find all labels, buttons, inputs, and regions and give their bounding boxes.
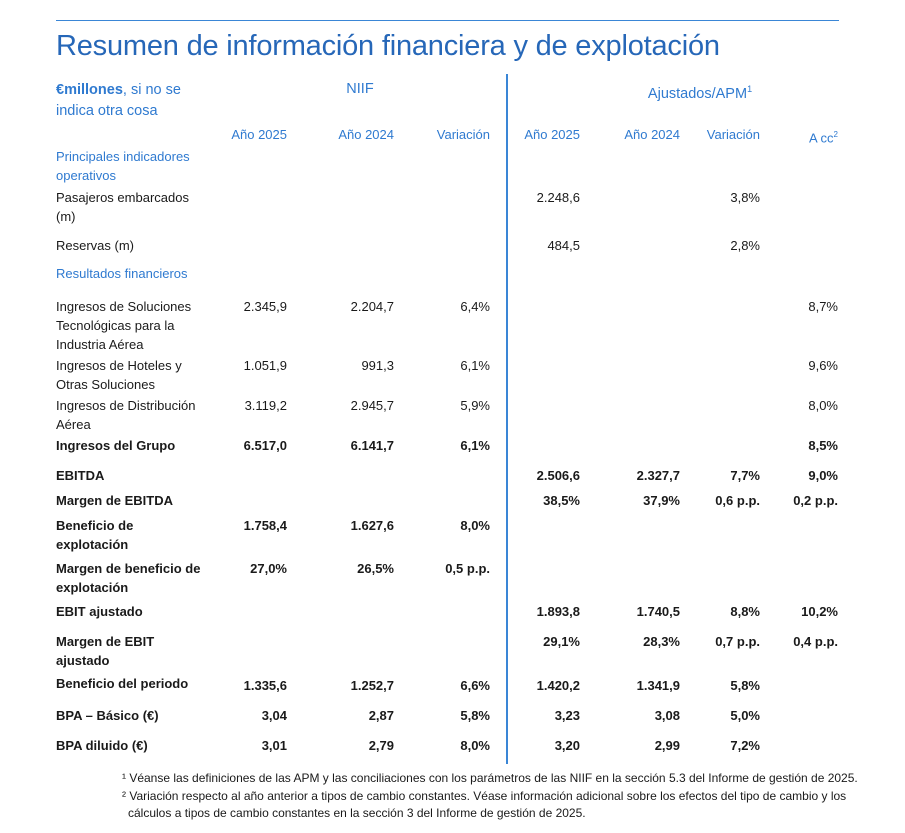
col-apm-2025-label: Año 2025 bbox=[524, 127, 580, 142]
row-label: Margen de beneficio de explotación bbox=[56, 561, 201, 595]
cell-col-apm-2025: 1.420,2 bbox=[536, 678, 580, 693]
cell-col-niif-2024: 2.945,7 bbox=[350, 398, 394, 413]
col-a-cc-sup: 2 bbox=[833, 130, 838, 139]
cell-col-apm-2025: 2.506,6 bbox=[536, 468, 580, 483]
cell-col-a-cc: 8,5% bbox=[808, 438, 838, 453]
cell-col-apm-variacion: 7,2% bbox=[730, 738, 760, 753]
cell-col-niif-variacion: 5,9% bbox=[460, 398, 490, 413]
col-niif-variacion-label: Variación bbox=[436, 127, 490, 142]
col-apm-variacion-label: Variación bbox=[706, 127, 760, 142]
row-label: EBIT ajustado bbox=[56, 604, 143, 619]
cell-col-niif-2025: 1.051,9 bbox=[243, 358, 287, 373]
column-divider bbox=[506, 74, 508, 764]
cell-col-apm-2025: 3,20 bbox=[554, 738, 580, 753]
row-label: Ingresos de Soluciones Tecnológicas para la Industria Aérea bbox=[56, 299, 192, 352]
cell-col-a-cc: 8,7% bbox=[808, 299, 838, 314]
col-a-cc-label: A cc bbox=[808, 130, 834, 146]
group-niif bbox=[300, 80, 420, 99]
cell-col-niif-2024: 1.252,7 bbox=[350, 678, 394, 693]
cell-col-apm-2024: 1.341,9 bbox=[636, 678, 680, 693]
col-niif-2024-label: Año 2024 bbox=[338, 127, 394, 142]
cell-col-niif-2024: 2,79 bbox=[368, 738, 394, 753]
cell-col-apm-2024: 1.740,5 bbox=[636, 604, 680, 619]
row-label: Ingresos de Hoteles y Otras Soluciones bbox=[56, 358, 182, 392]
cell-col-a-cc: 8,0% bbox=[808, 398, 838, 413]
cell-col-niif-variacion: 6,4% bbox=[460, 299, 490, 314]
group-apm-label: Ajustados/APM bbox=[647, 85, 748, 102]
cell-col-apm-2024: 3,08 bbox=[654, 708, 680, 723]
cell-col-a-cc: 9,0% bbox=[808, 468, 838, 483]
cell-col-a-cc: 0,4 p.p. bbox=[793, 634, 838, 649]
group-niif-label: NIIF bbox=[346, 81, 374, 97]
col-niif-2025-header bbox=[167, 125, 287, 144]
cell-col-niif-2025: 1.335,6 bbox=[243, 678, 287, 693]
footnote-1: ¹ Véanse las definiciones de las APM y las conciliaciones con los parámetros de las NIIF en la sección 5.3 del Informe de gestión de 2025. bbox=[122, 771, 858, 785]
cell-col-niif-variacion: 0,5 p.p. bbox=[445, 561, 490, 576]
row-label: Beneficio de explotación bbox=[56, 518, 134, 552]
group-apm bbox=[600, 80, 800, 104]
footnote-2: ² Variación respecto al año anterior a tipos de cambio constantes. Véase información adicional sobre los efectos del tipo de cambio y los cálculos a tipos de cambio constantes en la sección 3 del Informe de gestión de 2025. bbox=[122, 789, 847, 820]
cell-col-apm-variacion: 0,6 p.p. bbox=[715, 493, 760, 508]
row-label: EBITDA bbox=[56, 468, 105, 483]
units-note bbox=[56, 80, 206, 122]
cell-col-niif-2025: 6.517,0 bbox=[243, 438, 287, 453]
row-label: BPA diluido (€) bbox=[56, 738, 148, 753]
cell-col-apm-2025: 3,23 bbox=[554, 708, 580, 723]
cell-col-apm-2025: 484,5 bbox=[547, 238, 580, 253]
row-label: Margen de EBIT ajustado bbox=[56, 634, 155, 668]
units-rest: , si no se indica otra cosa bbox=[56, 82, 181, 119]
cell-col-niif-2024: 2,87 bbox=[368, 708, 394, 723]
cell-col-niif-2024: 26,5% bbox=[357, 561, 394, 576]
cell-col-apm-2024: 37,9% bbox=[643, 493, 680, 508]
cell-col-niif-2025: 2.345,9 bbox=[243, 299, 287, 314]
cell-col-niif-2024: 991,3 bbox=[361, 358, 394, 373]
cell-col-niif-2025: 1.758,4 bbox=[243, 518, 287, 533]
cell-col-niif-2024: 2.204,7 bbox=[350, 299, 394, 314]
top-rule bbox=[56, 20, 839, 21]
cell-col-apm-variacion: 7,7% bbox=[730, 468, 760, 483]
cell-col-niif-variacion: 5,8% bbox=[460, 708, 490, 723]
cell-col-apm-variacion: 8,8% bbox=[730, 604, 760, 619]
cell-col-apm-variacion: 5,8% bbox=[730, 678, 760, 693]
cell-col-apm-variacion: 2,8% bbox=[730, 238, 760, 253]
row-label: Ingresos del Grupo bbox=[56, 438, 176, 453]
col-a-cc-header bbox=[718, 125, 838, 147]
cell-col-a-cc: 9,6% bbox=[808, 358, 838, 373]
cell-col-niif-2025: 3,01 bbox=[261, 738, 287, 753]
cell-col-niif-2024: 6.141,7 bbox=[350, 438, 394, 453]
cell-col-apm-2025: 1.893,8 bbox=[536, 604, 580, 619]
group-apm-sup: 1 bbox=[747, 84, 753, 94]
row-label: Beneficio del periodo bbox=[56, 676, 189, 691]
cell-col-a-cc: 10,2% bbox=[801, 604, 838, 619]
cell-col-niif-2024: 1.627,6 bbox=[350, 518, 394, 533]
page-title: Resumen de información financiera y de explotación bbox=[56, 30, 720, 62]
cell-col-apm-2025: 29,1% bbox=[543, 634, 580, 649]
cell-col-niif-2025: 27,0% bbox=[250, 561, 287, 576]
cell-col-niif-variacion: 6,1% bbox=[460, 358, 490, 373]
cell-col-a-cc: 0,2 p.p. bbox=[793, 493, 838, 508]
units-bold: €millones bbox=[56, 82, 123, 98]
section-operativos: Principales indicadores operativos bbox=[56, 149, 190, 183]
cell-col-apm-2024: 2,99 bbox=[654, 738, 680, 753]
cell-col-niif-variacion: 8,0% bbox=[460, 518, 490, 533]
row-label: Margen de EBITDA bbox=[56, 493, 174, 508]
cell-col-apm-2025: 2.248,6 bbox=[536, 190, 580, 205]
cell-col-apm-2024: 28,3% bbox=[643, 634, 680, 649]
cell-col-apm-variacion: 0,7 p.p. bbox=[715, 634, 760, 649]
cell-col-niif-variacion: 6,1% bbox=[460, 438, 490, 453]
cell-col-niif-variacion: 6,6% bbox=[460, 678, 490, 693]
section-financieros: Resultados financieros bbox=[56, 266, 188, 281]
cell-col-apm-2025: 38,5% bbox=[543, 493, 580, 508]
cell-col-niif-2025: 3.119,2 bbox=[244, 398, 287, 413]
row-label: BPA – Básico (€) bbox=[56, 708, 159, 723]
col-apm-2024-label: Año 2024 bbox=[624, 127, 680, 142]
row-label: Reservas (m) bbox=[56, 238, 135, 253]
row-label: Pasajeros embarcados (m) bbox=[56, 190, 189, 224]
cell-col-niif-2025: 3,04 bbox=[261, 708, 287, 723]
col-niif-2025-label: Año 2025 bbox=[231, 127, 287, 142]
cell-col-apm-variacion: 3,8% bbox=[730, 190, 760, 205]
row-label: Ingresos de Distribución Aérea bbox=[56, 398, 196, 432]
cell-col-apm-variacion: 5,0% bbox=[730, 708, 760, 723]
cell-col-niif-variacion: 8,0% bbox=[460, 738, 490, 753]
cell-col-apm-2024: 2.327,7 bbox=[636, 468, 680, 483]
